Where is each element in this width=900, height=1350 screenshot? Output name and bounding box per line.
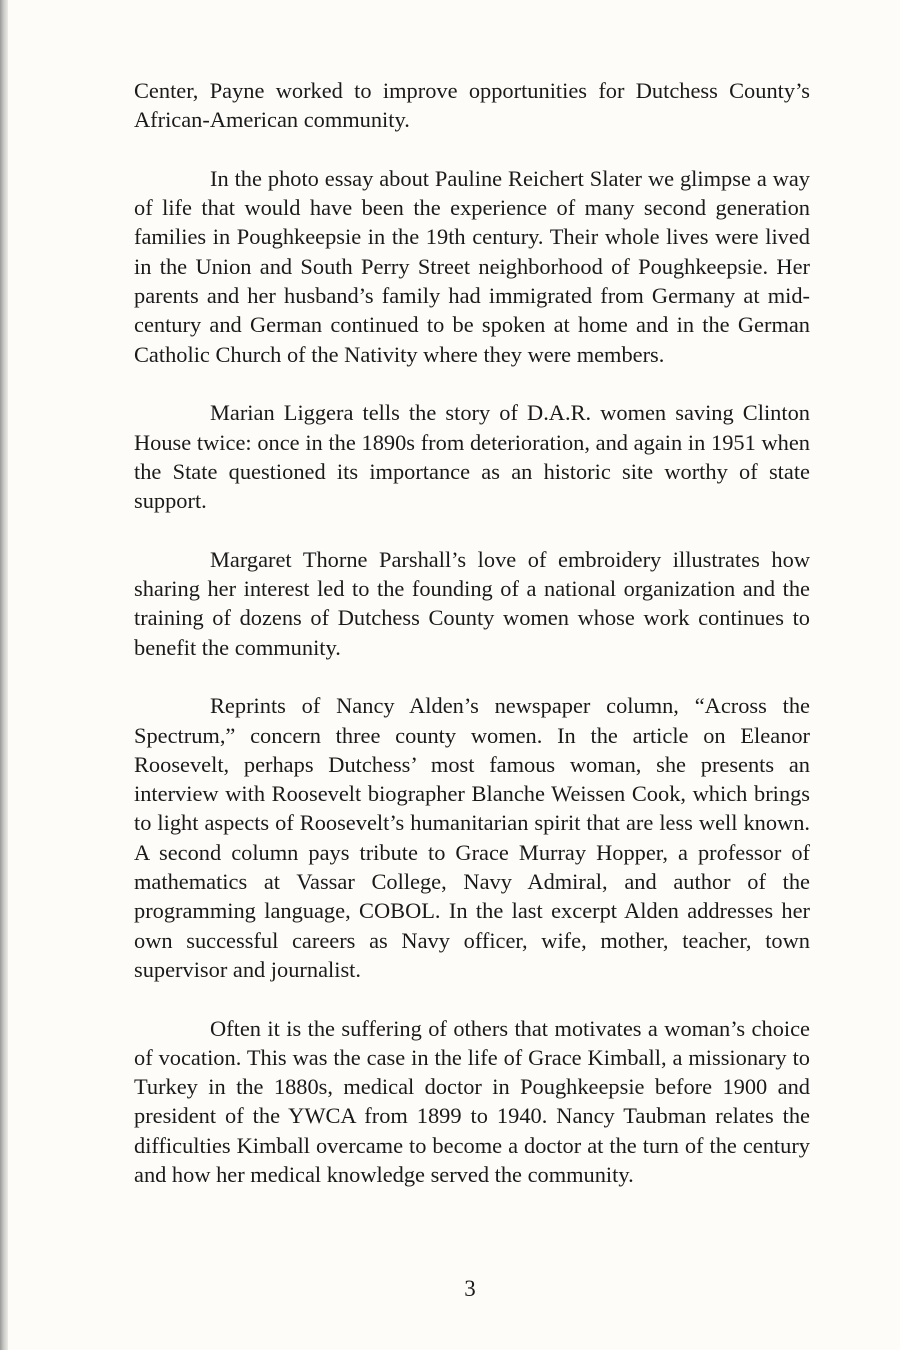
paragraph-liggera: Marian Liggera tells the story of D.A.R. women saving Clinton House twice: once in the 1890s from deterioration, and again in 1951 when the State questioned its importance as an historic site worthy of state support.: [134, 400, 810, 514]
paragraph-continuation: Center, Payne worked to improve opportunities for Dutchess County’s African-American community.: [134, 78, 810, 133]
paragraph-alden: Reprints of Nancy Alden’s newspaper column, “Across the Spectrum,” concern three county women. In the article on Eleanor Roosevelt, perhaps Dutchess’ most famous woman, she presents an interview with Roosevelt biographer Blanche Weissen Cook, which brings to light aspects of Roosevelt’s humanitarian spirit that are less well known. A second column pays tribute to Grace Murray Hopper, a professor of mathematics at Vassar College, Navy Admiral, and author of the programming language, COBOL. In the last excerpt Alden addresses her own successful careers as Navy officer, wife, mother, teacher, town supervisor and journalist.: [134, 693, 810, 982]
page-binding-edge: [0, 0, 8, 1350]
body-text: [134, 76, 810, 1219]
paragraph-parshall: Margaret Thorne Parshall’s love of embroidery illustrates how sharing her interest led to the founding of a national organization and the training of dozens of Dutchess County women whose work continues to benefit the community.: [134, 546, 810, 660]
page-number: 3: [464, 1276, 476, 1301]
paragraph-slater: In the photo essay about Pauline Reichert Slater we glimpse a way of life that would have been the experience of many second generation families in Poughkeepsie in the 19th century. Their whole lives were lived in the Union and South Perry Street neighborhood of Poughkeepsie. Her parents and her husband’s family had immigrated from Germany at mid-century and German continued to be spoken at home and in the German Catholic Church of the Nativity where they were members.: [134, 165, 810, 367]
paragraph-kimball: Often it is the suffering of others that motivates a woman’s choice of vocation. This was the case in the life of Grace Kimball, a missionary to Turkey in the 1880s, medical doctor in Poughkeepsie before 1900 and president of the YWCA from 1899 to 1940. Nancy Taubman relates the difficulties Kimball overcame to become a doctor at the turn of the century and how her medical knowledge served the community.: [134, 1015, 810, 1187]
